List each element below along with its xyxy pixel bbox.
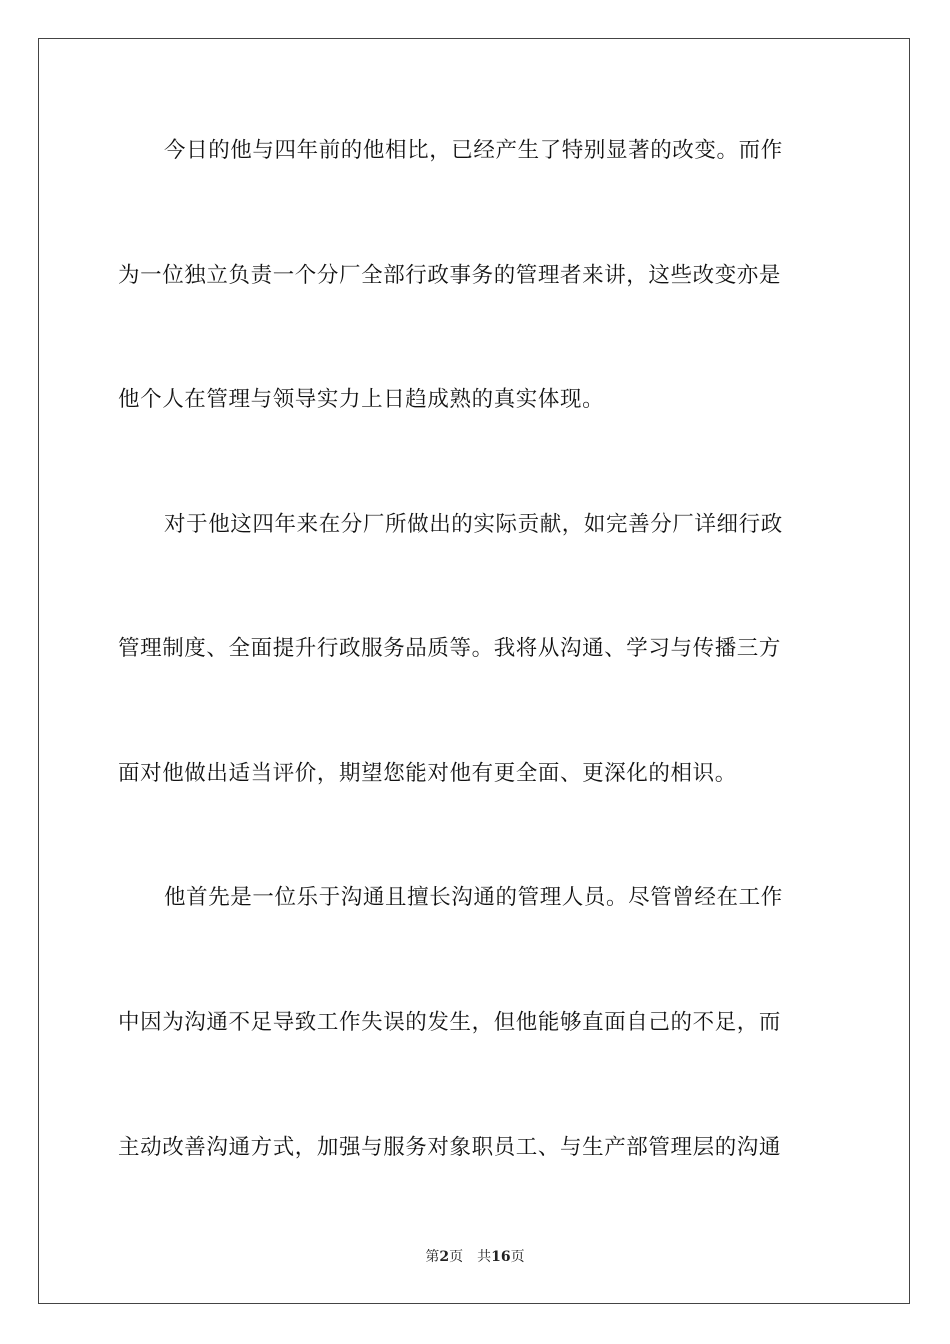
footer-page-prefix: 第 bbox=[425, 1249, 440, 1265]
footer-total-pages: 16 bbox=[491, 1249, 511, 1265]
paragraph-2-line-2: 管理制度、全面提升行政服务品质等。我将从沟通、学习与传播三方 bbox=[118, 636, 782, 661]
footer-total-prefix: 共 bbox=[477, 1249, 492, 1265]
footer-page-number: 2 bbox=[439, 1249, 450, 1265]
footer-page-suffix: 页 bbox=[449, 1249, 464, 1265]
paragraph-1-line-2: 为一位独立负责一个分厂全部行政事务的管理者来讲，这些改变亦是 bbox=[118, 263, 782, 288]
paragraph-1-line-3: 他个人在管理与领导实力上日趋成熟的真实体现。 bbox=[118, 387, 605, 412]
paragraph-3-line-3: 主动改善沟通方式，加强与服务对象职员工、与生产部管理层的沟通 bbox=[118, 1135, 782, 1160]
paragraph-1-line-1: 今日的他与四年前的他相比，已经产生了特别显著的改变。而作 bbox=[164, 138, 783, 163]
paragraph-2-line-3: 面对他做出适当评价，期望您能对他有更全面、更深化的相识。 bbox=[118, 761, 737, 786]
paragraph-3-line-2: 中因为沟通不足导致工作失误的发生，但他能够直面自己的不足，而 bbox=[118, 1010, 782, 1035]
page-footer bbox=[0, 1248, 950, 1266]
page-border bbox=[38, 38, 910, 1304]
footer-total-suffix: 页 bbox=[510, 1249, 525, 1265]
paragraph-2-line-1: 对于他这四年来在分厂所做出的实际贡献，如完善分厂详细行政 bbox=[164, 512, 783, 537]
paragraph-3-line-1: 他首先是一位乐于沟通且擅长沟通的管理人员。尽管曾经在工作 bbox=[164, 885, 783, 910]
